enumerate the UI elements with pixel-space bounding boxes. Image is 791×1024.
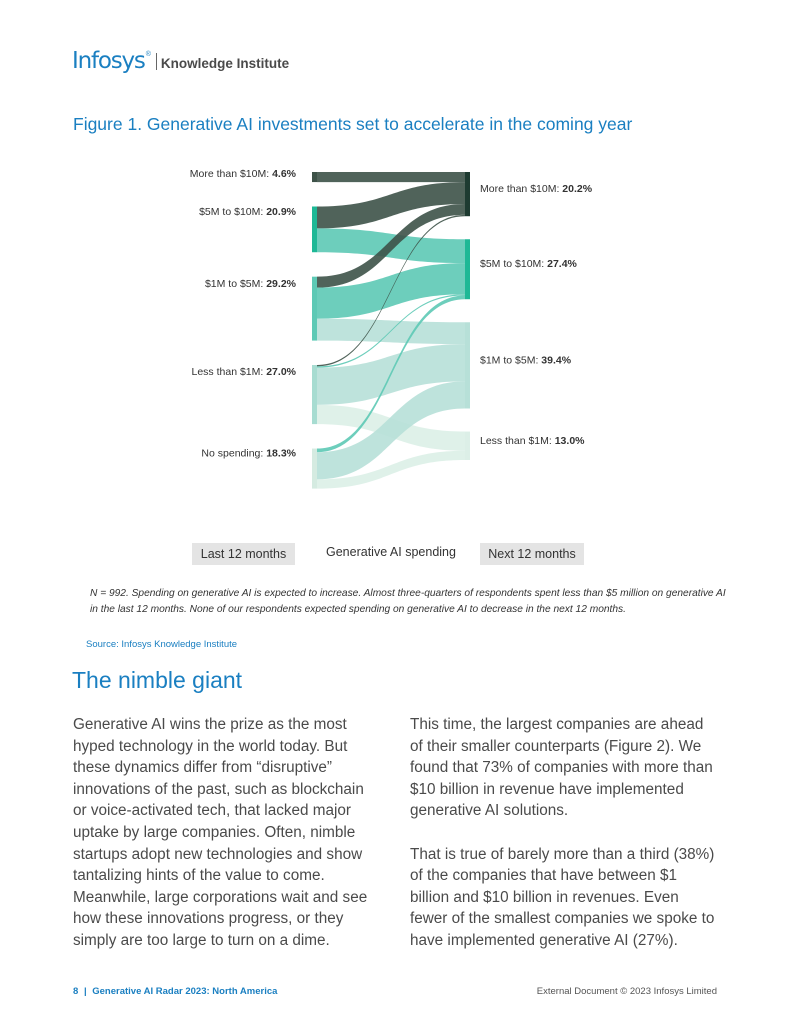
sankey-label-right: Less than $1M: 13.0%: [480, 434, 585, 447]
sankey-node-left: [312, 277, 317, 341]
sankey-label-left: Less than $1M: 27.0%: [191, 365, 296, 378]
sankey-node-right: [465, 432, 470, 460]
paragraph: Generative AI wins the prize as the most hyped technology in the world today. But these dynamics differ from “disruptive” innovations of the past, such as blockchain or voice-activated tech, that lacked major uptake by large companies. Often, nimble startups adopt new technologies and show tantalizing hints of the value to come. Meanwhile, large corporations wait and see how these innovations progress, or they simply are too large to turn on a dime.: [73, 716, 368, 949]
figure-note: N = 992. Spending on generative AI is expected to increase. Almost three-quarters of respondents spent less than $5 million on generative AI in the last 12 months. None of our respondents expected spending on generative AI to decrease in the next 12 months.: [90, 588, 726, 615]
figure-title: Figure 1. Generative AI investments set to accelerate in the coming year: [73, 114, 633, 134]
logo-divider: [156, 53, 157, 70]
last-12-months-tag: Last 12 months: [192, 543, 295, 565]
sankey-node-left: [312, 365, 317, 424]
sankey-node-left: [312, 449, 317, 489]
footer-left: [73, 986, 277, 997]
sankey-label-left: $5M to $10M: 20.9%: [199, 206, 296, 219]
section-title: The nimble giant: [72, 667, 243, 693]
paragraph: That is true of barely more than a third (38%) of the companies that have between $1 billion and $10 billion in revenues. Even fewer of the smallest companies we spoke to have implemented generative AI (27%).: [410, 845, 715, 949]
body-column-left: [73, 714, 378, 973]
sankey-label-right: $1M to $5M: 39.4%: [480, 354, 572, 367]
sankey-node-left: [312, 206, 317, 252]
footer-separator: |: [83, 986, 87, 997]
sankey-node-left: [312, 172, 317, 182]
page-number: 8: [73, 986, 79, 997]
sankey-label-left: $1M to $5M: 29.2%: [204, 278, 296, 291]
sankey-flow: [317, 182, 465, 228]
sankey-label-right: More than $10M: 20.2%: [480, 183, 593, 196]
sankey-label-left: More than $10M: 4.6%: [189, 168, 296, 180]
generative-ai-spending-label: Generative AI spending: [326, 545, 456, 559]
paragraph: This time, the largest companies are ahead of their smaller counterparts (Figure 2). We found that 73% of companies with more than $10 billion in revenue have implemented generative AI solutions.: [410, 716, 713, 820]
next-12-months-tag: Next 12 months: [480, 543, 584, 565]
sankey-links: [317, 172, 465, 489]
sankey-flow: [317, 172, 465, 182]
logo-subtitle: Knowledge Institute: [160, 56, 290, 71]
sankey-label-right: $5M to $10M: 27.4%: [480, 258, 577, 271]
sankey-node-right: [465, 322, 470, 408]
footer-title: Generative AI Radar 2023: North America: [92, 986, 278, 997]
body-column-right: [410, 714, 715, 973]
logo-brand: Infosys: [72, 48, 145, 74]
sankey-label-left: No spending: 18.3%: [201, 447, 296, 460]
sankey-node-right: [465, 239, 470, 299]
figure-source: Source: Infosys Knowledge Institute: [86, 639, 238, 650]
logo-registered: ®: [145, 51, 151, 58]
sankey-chart: [0, 160, 791, 540]
sankey-node-right: [465, 172, 470, 216]
footer-copyright: External Document © 2023 Infosys Limited: [536, 986, 717, 997]
infosys-logo: [72, 48, 289, 74]
